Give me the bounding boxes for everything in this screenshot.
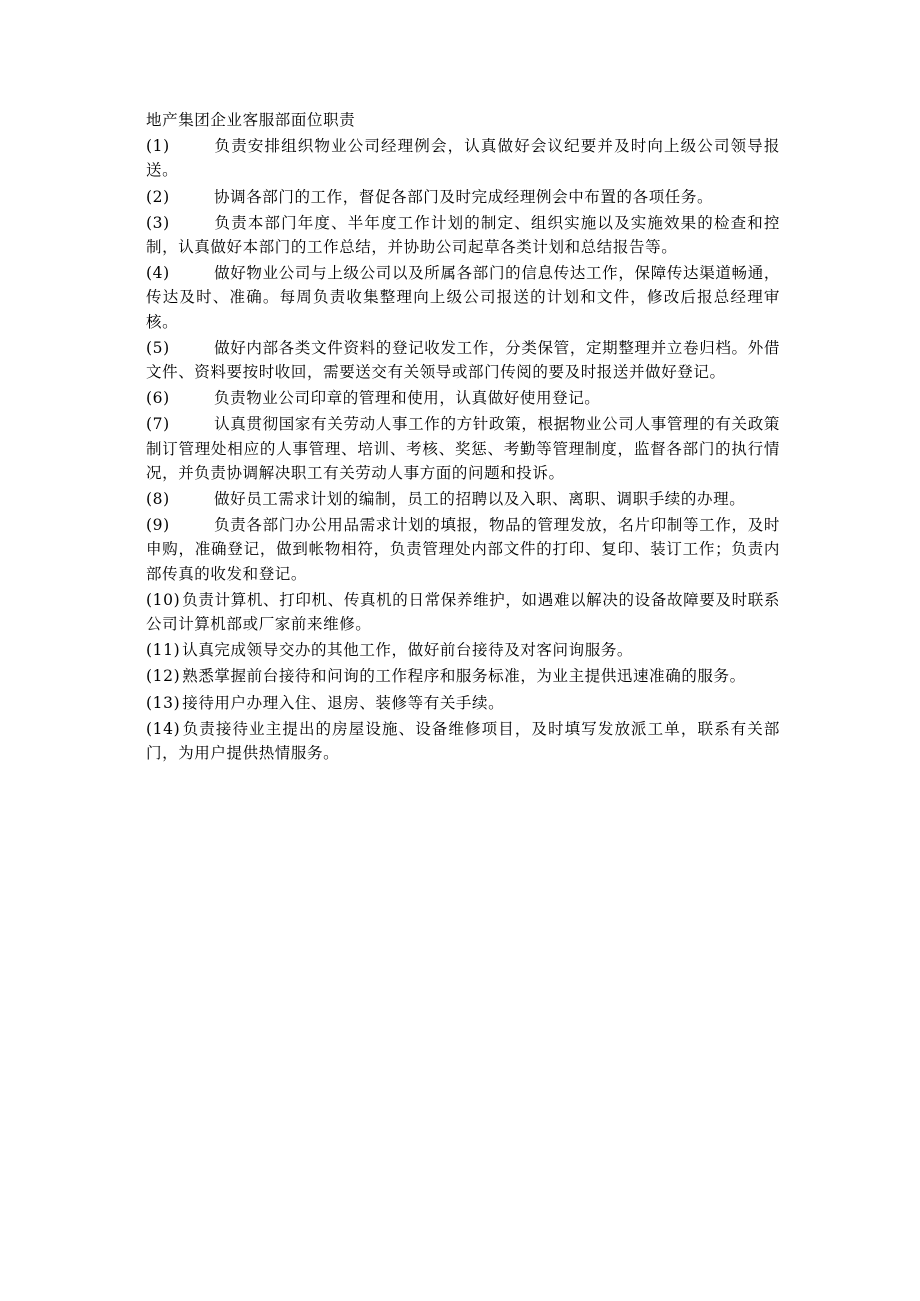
item-number: (4) xyxy=(146,264,170,283)
item-text: 负责安排组织物业公司经理例会，认真做好会议纪要并及时向上级公司领导报送。 xyxy=(146,137,780,180)
item-number: (1) xyxy=(146,137,170,156)
item-text: 熟悉掌握前台接待和问询的工作程序和服务标准，为业主提供迅速准确的服务。 xyxy=(182,667,746,686)
item-text: 做好内部各类文件资料的登记收发工作，分类保管，定期整理并立卷归档。外借文件、资料要按时收回，需要送交有关领导或部门传阅的要及时报送并做好登记。 xyxy=(146,338,780,382)
item-text: 负责本部门年度、半年度工作计划的制定、组织实施以及实施效果的检查和控制，认真做好本部门的工作总结，并协助公司起草各类计划和总结报告等。 xyxy=(146,213,780,257)
item-number: (2) xyxy=(146,187,170,206)
item-number: (7) xyxy=(146,415,170,434)
item-number: (11) xyxy=(146,641,181,660)
item-number: (8) xyxy=(146,490,170,509)
list-item xyxy=(146,513,780,586)
item-text: 协调各部门的工作，督促各部门及时完成经理例会中布置的各项任务。 xyxy=(214,187,714,206)
list-item xyxy=(146,588,780,636)
document-page xyxy=(146,108,780,767)
item-text: 认真贯彻国家有关劳动人事工作的方针政策，根据物业公司人事管理的有关政策制订管理处相应的人事管理、培训、考核、奖惩、考勤等管理制度，监督各部门的执行情况，并负责协调解决职工有关劳动人事方面的问题和投诉。 xyxy=(146,415,780,482)
document-title: 地产集团企业客服部面位职责 xyxy=(146,111,356,129)
item-text: 做好物业公司与上级公司以及所属各部门的信息传达工作，保障传达渠道畅通，传达及时、准确。每周负责收集整理向上级公司报送的计划和文件，修改后报总经理审核。 xyxy=(146,264,780,331)
list-item xyxy=(146,691,780,715)
list-item xyxy=(146,211,780,259)
item-number: (12) xyxy=(146,667,181,686)
item-number: (6) xyxy=(146,389,170,408)
item-number: (5) xyxy=(146,338,170,357)
item-number: (14) xyxy=(146,719,181,738)
item-text: 负责接待业主提出的房屋设施、设备维修项目，及时填写发放派工单，联系有关部门，为用户提供热情服务。 xyxy=(146,719,780,763)
list-item xyxy=(146,185,780,209)
list-item xyxy=(146,336,780,384)
item-number: (13) xyxy=(146,693,181,712)
item-text: 负责计算机、打印机、传真机的日常保养维护，如遇难以解决的设备故障要及时联系公司计算机部或厂家前来维修。 xyxy=(146,590,780,634)
item-text: 负责各部门办公用品需求计划的填报，物品的管理发放，名片印制等工作，及时申购，准确登记，做到帐物相符，负责管理处内部文件的打印、复印、装订工作；负责内部传真的收发和登记。 xyxy=(146,516,780,583)
list-item xyxy=(146,717,780,765)
list-item xyxy=(146,487,780,511)
list-item xyxy=(146,412,780,485)
list-item xyxy=(146,664,780,688)
item-text: 认真完成领导交办的其他工作，做好前台接待及对客问询服务。 xyxy=(182,641,634,660)
item-text: 接待用户办理入住、退房、装修等有关手续。 xyxy=(182,693,505,712)
item-number: (10) xyxy=(146,590,181,609)
list-item xyxy=(146,638,780,662)
item-text: 做好员工需求计划的编制，员工的招聘以及入职、离职、调职手续的办理。 xyxy=(214,490,746,509)
item-text: 负责物业公司印章的管理和使用，认真做好使用登记。 xyxy=(214,389,601,408)
item-number: (9) xyxy=(146,516,170,535)
list-item xyxy=(146,386,780,410)
list-item xyxy=(146,261,780,334)
list-item xyxy=(146,134,780,182)
item-number: (3) xyxy=(146,213,170,232)
